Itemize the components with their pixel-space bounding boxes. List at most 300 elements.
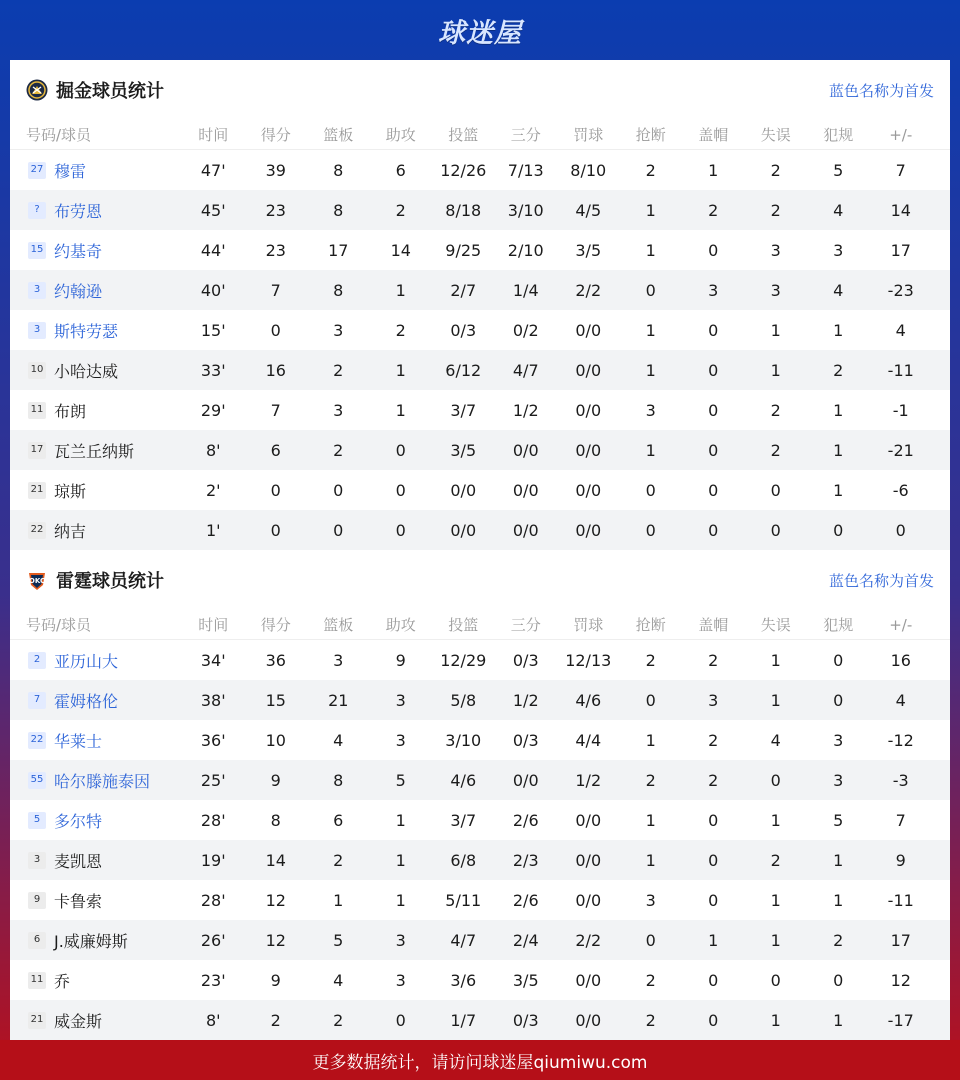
stat-cell: 1 <box>645 360 656 380</box>
footer-banner: 更多数据统计，请访问球迷屋qiumiwu.com <box>0 1040 960 1080</box>
starter-note: 蓝色名称为首发 <box>828 81 934 100</box>
player-name[interactable]: 亚历山大 <box>54 651 119 671</box>
column-header: 盖帽 <box>698 616 729 634</box>
team-header <box>10 60 950 120</box>
stat-cell: 40' <box>200 280 226 300</box>
stat-cell: 23 <box>265 240 286 260</box>
stat-cell: 5 <box>333 930 344 950</box>
stat-cell: 1 <box>770 930 781 950</box>
stat-cell: 9 <box>270 770 281 790</box>
stat-cell: 2 <box>395 200 406 220</box>
stat-cell: 2 <box>645 160 656 180</box>
stat-cell: 1/2 <box>512 690 539 710</box>
stat-cell: 0/0 <box>575 520 602 540</box>
stat-cell: 0 <box>708 400 719 420</box>
stat-cell: 3 <box>708 690 719 710</box>
stat-cell: 0 <box>333 480 344 500</box>
stat-cell: 0 <box>645 280 656 300</box>
player-cell <box>10 889 182 912</box>
jersey-number: 5 <box>28 812 46 829</box>
stat-cell: 17 <box>328 240 349 260</box>
stat-cell: 6 <box>270 440 281 460</box>
jersey-number: 3 <box>28 282 46 299</box>
nuggets-logo-icon <box>26 79 48 101</box>
player-row <box>10 920 950 960</box>
player-name: 小哈达威 <box>54 361 119 381</box>
player-name: 瓦兰丘纳斯 <box>54 441 135 461</box>
stat-cell: 15' <box>200 320 226 340</box>
team-title: OKC 雷霆球员统计 <box>26 567 164 593</box>
column-header: 得分 <box>260 616 291 634</box>
stat-cell: 0/0 <box>575 970 602 990</box>
player-name: J.威廉姆斯 <box>54 931 128 951</box>
stat-cell: 0/2 <box>512 320 539 340</box>
stat-cell: 1 <box>645 440 656 460</box>
player-name: 乔 <box>54 971 71 991</box>
player-row <box>10 310 950 350</box>
stat-cell: 2/2 <box>575 930 602 950</box>
stat-cell: 1 <box>770 690 781 710</box>
brand-logo: 球迷屋 <box>438 17 522 49</box>
column-header: 抢断 <box>635 126 666 144</box>
stat-cell: 12 <box>890 970 911 990</box>
jersey-number: 21 <box>28 1012 46 1029</box>
jersey-number: 11 <box>28 402 46 419</box>
stat-cell: 0 <box>833 970 844 990</box>
stat-cell: 3 <box>333 650 344 670</box>
stat-cell: 0 <box>645 930 656 950</box>
stat-cell: 2/6 <box>512 810 539 830</box>
column-header: 得分 <box>260 126 291 144</box>
stat-cell: 3 <box>708 280 719 300</box>
column-header: 罚球 <box>573 126 604 144</box>
stat-cell: 2 <box>645 1010 656 1030</box>
stat-cell: 3 <box>645 890 656 910</box>
column-header: 投篮 <box>448 126 479 144</box>
stat-cell: 16 <box>265 360 286 380</box>
stat-cell: 5 <box>833 810 844 830</box>
column-header: 助攻 <box>385 616 416 634</box>
stat-cell: 1 <box>833 400 844 420</box>
stat-cell: 45' <box>200 200 226 220</box>
stat-cell: 8 <box>333 160 344 180</box>
player-row <box>10 350 950 390</box>
stat-cell: 14 <box>890 200 911 220</box>
jersey-number: 6 <box>28 932 46 949</box>
stat-cell: 2 <box>270 1010 281 1030</box>
stat-cell: 3 <box>645 400 656 420</box>
stat-cell: 2 <box>833 930 844 950</box>
stat-cell: 6 <box>395 160 406 180</box>
stat-cell: 2 <box>395 320 406 340</box>
stat-cell: -17 <box>887 1010 914 1030</box>
stat-cell: 0 <box>895 520 906 540</box>
jersey-number: 2 <box>28 652 46 669</box>
stat-cell: 3 <box>395 970 406 990</box>
jersey-number: 3 <box>28 852 46 869</box>
thunder-logo-icon <box>26 569 48 591</box>
stat-cell: 39 <box>265 160 286 180</box>
stat-cell: 8 <box>333 770 344 790</box>
stat-cell: 2 <box>770 160 781 180</box>
player-row <box>10 760 950 800</box>
stat-cell: 0 <box>708 890 719 910</box>
stat-cell: -11 <box>887 360 914 380</box>
stat-cell: 0 <box>645 690 656 710</box>
player-row <box>10 390 950 430</box>
stat-cell: 0 <box>708 520 719 540</box>
player-row <box>10 800 950 840</box>
stat-cell: 3 <box>395 930 406 950</box>
stat-cell: 0 <box>708 240 719 260</box>
stat-cell: 3 <box>833 770 844 790</box>
stat-cell: 38' <box>200 690 226 710</box>
stat-cell: 3 <box>333 400 344 420</box>
stat-cell: 5 <box>833 160 844 180</box>
column-header: 三分 <box>510 616 541 634</box>
stat-cell: 2/7 <box>450 280 477 300</box>
player-cell <box>10 929 182 952</box>
stat-cell: 0 <box>833 650 844 670</box>
player-name[interactable]: 哈尔滕施泰因 <box>54 771 151 791</box>
stat-cell: 14 <box>265 850 286 870</box>
player-name: 威金斯 <box>54 1011 103 1031</box>
stat-cell: 7/13 <box>507 160 544 180</box>
stat-cell: 3 <box>395 730 406 750</box>
stat-cell: 4 <box>833 200 844 220</box>
stat-cell: 0 <box>770 970 781 990</box>
column-header: 投篮 <box>448 616 479 634</box>
player-name[interactable]: 约翰逊 <box>54 281 103 301</box>
stat-cell: 1 <box>833 440 844 460</box>
stat-cell: 2 <box>645 970 656 990</box>
stat-cell: 2 <box>708 650 719 670</box>
player-cell <box>10 279 182 302</box>
stat-cell: 23' <box>200 970 226 990</box>
thunder-stats-panel <box>10 550 950 1040</box>
stat-cell: 0/0 <box>575 890 602 910</box>
player-row <box>10 270 950 310</box>
player-row <box>10 1000 950 1040</box>
player-row <box>10 880 950 920</box>
stat-cell: 21 <box>328 690 349 710</box>
stat-cell: 0 <box>270 320 281 340</box>
column-header: 犯规 <box>823 616 854 634</box>
player-name[interactable]: 约基奇 <box>54 241 103 261</box>
stat-cell: 1 <box>395 850 406 870</box>
stat-cell: 1 <box>333 890 344 910</box>
stat-cell: 7 <box>895 160 906 180</box>
stat-cell: 9 <box>270 970 281 990</box>
stat-cell: 8/18 <box>445 200 482 220</box>
player-name: 琼斯 <box>54 481 87 501</box>
stat-cell: 0 <box>770 480 781 500</box>
stat-cell: 0/0 <box>512 770 539 790</box>
jersey-number: 11 <box>28 972 46 989</box>
table-header <box>10 610 950 640</box>
team-header <box>10 550 950 610</box>
player-cell <box>10 319 182 342</box>
stat-cell: 29' <box>200 400 226 420</box>
stat-cell: 8/10 <box>570 160 607 180</box>
stat-cell: 2 <box>333 440 344 460</box>
player-cell <box>10 729 182 752</box>
stat-cell: 4 <box>770 730 781 750</box>
stat-cell: 0/0 <box>512 480 539 500</box>
stat-cell: 1 <box>645 810 656 830</box>
stat-cell: 0/0 <box>575 360 602 380</box>
player-name[interactable]: 斯特劳瑟 <box>54 321 119 341</box>
player-cell <box>10 359 182 382</box>
column-header: 时间 <box>198 616 229 634</box>
stat-cell: 2 <box>833 360 844 380</box>
stat-cell: 1 <box>833 850 844 870</box>
stat-cell: 0/0 <box>575 810 602 830</box>
stat-cell: 16 <box>890 650 911 670</box>
stat-cell: 0 <box>708 320 719 340</box>
stat-cell: 3 <box>833 730 844 750</box>
column-header: 盖帽 <box>698 126 729 144</box>
stat-cell: 0 <box>708 440 719 460</box>
stat-cell: 0/0 <box>512 520 539 540</box>
player-name[interactable]: 霍姆格伦 <box>54 691 119 711</box>
stat-cell: 0/0 <box>575 850 602 870</box>
stat-cell: 0 <box>645 480 656 500</box>
player-name[interactable]: 华莱士 <box>54 731 103 751</box>
stat-cell: 3/5 <box>575 240 602 260</box>
stat-cell: 1 <box>395 360 406 380</box>
stat-cell: 4 <box>895 690 906 710</box>
player-row <box>10 510 950 550</box>
stat-cell: -6 <box>892 480 909 500</box>
stat-cell: 1/2 <box>512 400 539 420</box>
stat-cell: 9 <box>395 650 406 670</box>
stat-cell: 36 <box>265 650 286 670</box>
stat-cell: 2 <box>770 400 781 420</box>
stat-cell: 0/0 <box>575 480 602 500</box>
stat-cell: 1 <box>395 400 406 420</box>
stat-cell: 1 <box>770 360 781 380</box>
stat-cell: 0/0 <box>450 520 477 540</box>
player-name[interactable]: 多尔特 <box>54 811 103 831</box>
stat-cell: 2 <box>770 440 781 460</box>
stat-cell: 12/26 <box>440 160 487 180</box>
column-header: 罚球 <box>573 616 604 634</box>
stat-cell: 1/7 <box>450 1010 477 1030</box>
player-name: 卡鲁索 <box>54 891 103 911</box>
stat-cell: 0 <box>833 520 844 540</box>
stat-cell: 4/7 <box>512 360 539 380</box>
stat-cell: 1 <box>833 1010 844 1030</box>
stat-cell: 34' <box>200 650 226 670</box>
stat-cell: 1 <box>645 240 656 260</box>
player-name: 纳吉 <box>54 521 87 541</box>
stat-cell: 0 <box>708 1010 719 1030</box>
stat-cell: 3/5 <box>450 440 477 460</box>
column-header: 号码/球员 <box>26 616 92 634</box>
stat-cell: 0 <box>395 480 406 500</box>
stat-cell: 2 <box>333 850 344 870</box>
stat-cell: 0 <box>645 520 656 540</box>
jersey-number: 17 <box>28 442 46 459</box>
player-cell <box>10 649 182 672</box>
stat-cell: 6/8 <box>450 850 477 870</box>
stat-cell: 1 <box>833 890 844 910</box>
player-row <box>10 680 950 720</box>
stat-cell: 0/3 <box>450 320 477 340</box>
stat-cell: 1 <box>395 280 406 300</box>
stat-cell: 0/0 <box>512 440 539 460</box>
player-cell <box>10 199 182 222</box>
stat-cell: 7 <box>270 400 281 420</box>
stat-cell: 2 <box>770 850 781 870</box>
stat-cell: 1 <box>833 480 844 500</box>
stat-cell: 1 <box>645 320 656 340</box>
column-header: 时间 <box>198 126 229 144</box>
player-cell <box>10 689 182 712</box>
stat-cell: 0/3 <box>512 730 539 750</box>
column-header: 篮板 <box>323 616 354 634</box>
column-header: +/- <box>889 615 913 634</box>
jersey-number: 7 <box>28 692 46 709</box>
player-row <box>10 960 950 1000</box>
player-cell <box>10 969 182 992</box>
player-name: 麦凯恩 <box>54 851 103 871</box>
stat-cell: 2 <box>770 200 781 220</box>
stat-cell: 0 <box>395 440 406 460</box>
stat-cell: 10 <box>265 730 286 750</box>
stat-cell: 1 <box>395 810 406 830</box>
stat-cell: 28' <box>200 890 226 910</box>
stat-cell: 0/0 <box>450 480 477 500</box>
stat-cell: 1 <box>708 930 719 950</box>
stat-cell: 4 <box>833 280 844 300</box>
player-row <box>10 430 950 470</box>
player-cell <box>10 159 182 182</box>
stat-cell: 4/6 <box>450 770 477 790</box>
stat-cell: 2 <box>708 770 719 790</box>
column-header: 号码/球员 <box>26 126 92 144</box>
jersey-number: 9 <box>28 892 46 909</box>
player-cell <box>10 239 182 262</box>
stat-cell: 3 <box>770 280 781 300</box>
stat-cell: 1 <box>708 160 719 180</box>
stat-cell: 0 <box>333 520 344 540</box>
stat-cell: 23 <box>265 200 286 220</box>
nuggets-stats-panel <box>10 60 950 550</box>
stat-cell: 3/10 <box>507 200 544 220</box>
team-title: 掘金球员统计 <box>26 77 164 103</box>
stat-cell: 3 <box>833 240 844 260</box>
player-name[interactable]: 穆雷 <box>54 161 87 181</box>
stat-cell: 9/25 <box>445 240 482 260</box>
stat-cell: 3 <box>770 240 781 260</box>
stat-cell: 36' <box>200 730 226 750</box>
stat-cell: 4/4 <box>575 730 602 750</box>
stat-cell: 44' <box>200 240 226 260</box>
stat-cell: 2/6 <box>512 890 539 910</box>
stat-cell: 0 <box>770 770 781 790</box>
stat-cell: 3/10 <box>445 730 482 750</box>
stat-cell: 1 <box>770 810 781 830</box>
table-header <box>10 120 950 150</box>
stat-cell: 2 <box>645 650 656 670</box>
player-cell <box>10 519 182 542</box>
stat-cell: 17 <box>890 240 911 260</box>
column-header: 失误 <box>760 126 791 144</box>
player-row <box>10 150 950 190</box>
stat-cell: 26' <box>200 930 226 950</box>
stat-cell: 12 <box>265 930 286 950</box>
stat-cell: 1/2 <box>575 770 602 790</box>
stat-cell: 1 <box>770 650 781 670</box>
stat-cell: 3 <box>333 320 344 340</box>
stat-cell: 6 <box>333 810 344 830</box>
jersey-number: 22 <box>28 522 46 539</box>
player-rows <box>10 150 950 550</box>
stat-cell: 2' <box>205 480 221 500</box>
stat-cell: 1 <box>395 890 406 910</box>
stat-cell: 4 <box>895 320 906 340</box>
stat-cell: 0/3 <box>512 650 539 670</box>
player-cell <box>10 1009 182 1032</box>
stat-cell: 33' <box>200 360 226 380</box>
stat-cell: 1 <box>833 320 844 340</box>
stat-cell: 0 <box>708 360 719 380</box>
player-row <box>10 720 950 760</box>
stat-cell: 17 <box>890 930 911 950</box>
stat-cell: -1 <box>892 400 909 420</box>
stat-cell: 1 <box>645 850 656 870</box>
stat-cell: 0 <box>833 690 844 710</box>
stat-cell: 2/10 <box>507 240 544 260</box>
stat-cell: 0/0 <box>575 440 602 460</box>
player-row <box>10 840 950 880</box>
jersey-number: 27 <box>28 162 46 179</box>
stat-cell: 7 <box>270 280 281 300</box>
player-name[interactable]: 布劳恩 <box>54 201 103 221</box>
stat-cell: 0 <box>395 520 406 540</box>
stat-cell: 6/12 <box>445 360 482 380</box>
player-cell <box>10 439 182 462</box>
stat-cell: 3/7 <box>450 810 477 830</box>
jersey-number: 15 <box>28 242 46 259</box>
column-header: 失误 <box>760 616 791 634</box>
player-row <box>10 230 950 270</box>
stat-cell: 0/0 <box>575 1010 602 1030</box>
stat-cell: 1 <box>770 890 781 910</box>
stat-cell: 3 <box>395 690 406 710</box>
player-row <box>10 190 950 230</box>
player-cell <box>10 809 182 832</box>
stat-cell: 2/3 <box>512 850 539 870</box>
stat-cell: 0/0 <box>575 320 602 340</box>
stat-cell: 9 <box>895 850 906 870</box>
starter-note: 蓝色名称为首发 <box>828 571 934 590</box>
stat-cell: 3/5 <box>512 970 539 990</box>
stat-cell: 0 <box>395 1010 406 1030</box>
column-header: 抢断 <box>635 616 666 634</box>
player-cell <box>10 849 182 872</box>
stat-cell: 19' <box>200 850 226 870</box>
stat-cell: 0 <box>708 810 719 830</box>
stat-cell: 1 <box>770 320 781 340</box>
player-row <box>10 640 950 680</box>
stat-cell: 0/3 <box>512 1010 539 1030</box>
stat-cell: 4/5 <box>575 200 602 220</box>
svg-text:OKC: OKC <box>28 577 46 585</box>
stat-cell: -3 <box>892 770 909 790</box>
